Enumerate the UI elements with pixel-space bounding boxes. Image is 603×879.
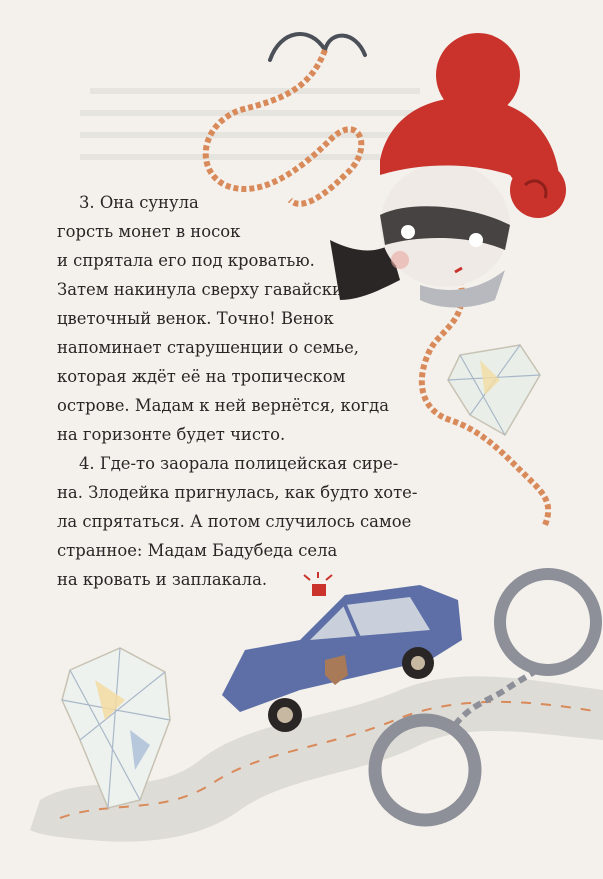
story-line: цветочный венок. Точно! Венок xyxy=(57,309,334,328)
story-line: ла спрятаться. А потом случилось самое xyxy=(57,512,412,531)
story-line: которая ждёт её на тропическом xyxy=(57,367,346,386)
story-line: и спрятала его под кроватью. xyxy=(57,251,315,270)
story-line: напоминает старушенции о семье, xyxy=(57,338,359,357)
story-line: на. Злодейка пригнулась, как будто хоте- xyxy=(57,483,418,502)
story-line: горсть монет в носок xyxy=(57,222,241,241)
show-through-text xyxy=(80,88,430,160)
story-text xyxy=(57,188,437,594)
story-line: странное: Мадам Бадубеда села xyxy=(57,541,338,560)
story-line: Затем накинула сверху гавайский xyxy=(57,280,354,299)
story-line: 4. Где-то заорала полицейская сире- xyxy=(79,454,399,473)
story-line: острове. Мадам к ней вернётся, когда xyxy=(57,396,390,415)
story-line: на горизонте будет чисто. xyxy=(57,425,286,444)
diamond-upper xyxy=(448,345,540,435)
story-line: 3. Она сунула xyxy=(79,193,199,212)
story-line: на кровать и заплакала. xyxy=(57,570,268,589)
